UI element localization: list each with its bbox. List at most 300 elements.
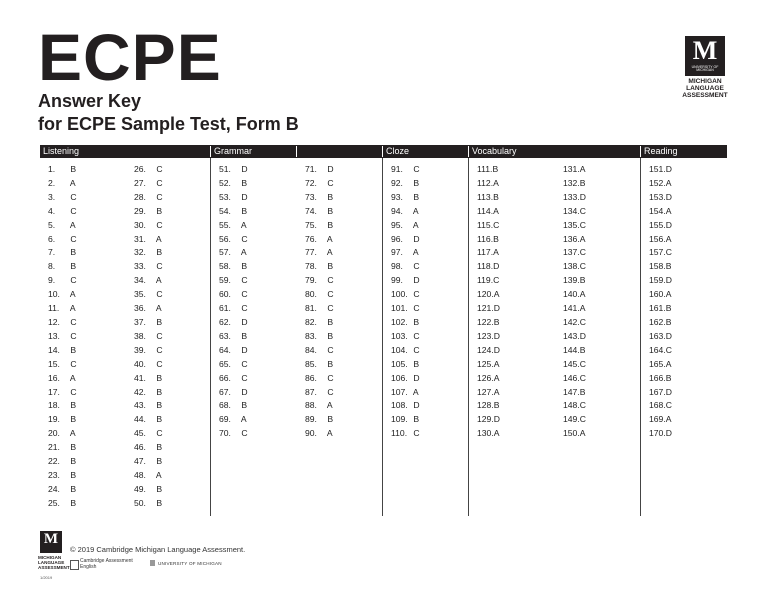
answer-item xyxy=(48,372,77,386)
answer-item xyxy=(477,399,500,413)
answer-letter: C xyxy=(68,205,77,216)
question-number: 120. xyxy=(477,289,494,300)
answer-letter: B xyxy=(411,358,420,369)
answer-item xyxy=(391,358,420,372)
answer-letter: A xyxy=(239,247,247,258)
answer-item xyxy=(134,274,163,288)
question-number: 86. xyxy=(305,372,317,383)
answer-item xyxy=(563,427,586,441)
answer-letter: C xyxy=(239,358,248,369)
question-number: 6. xyxy=(48,233,56,244)
answer-item xyxy=(477,358,500,372)
answer-item xyxy=(48,344,77,358)
answer-letter: B xyxy=(493,233,499,244)
question-number: 133. xyxy=(563,191,580,202)
logo-word-3: ASSESSMENT xyxy=(682,91,728,99)
answer-letter: B xyxy=(579,344,586,355)
answer-letter: B xyxy=(665,303,672,314)
answer-letter: B xyxy=(154,442,163,453)
answer-item xyxy=(219,205,248,219)
question-number: 114. xyxy=(477,205,494,216)
question-number: 154. xyxy=(649,205,666,216)
answer-item xyxy=(649,344,672,358)
cambridge-shield-icon xyxy=(70,560,79,570)
question-number: 107. xyxy=(391,386,408,397)
answer-item xyxy=(134,316,163,330)
question-number: 132. xyxy=(563,177,580,188)
question-number: 113. xyxy=(477,191,494,202)
question-number: 161. xyxy=(649,303,666,314)
answer-item xyxy=(48,330,77,344)
answer-item xyxy=(134,399,163,413)
answer-letter: D xyxy=(325,164,334,174)
answer-item xyxy=(563,316,586,330)
question-number: 31. xyxy=(134,233,146,244)
answer-letter: A xyxy=(154,275,162,286)
answer-item xyxy=(48,427,77,441)
question-number: 53. xyxy=(219,191,231,202)
answer-letter: A xyxy=(154,469,162,480)
answer-letter: C xyxy=(239,233,248,244)
question-number: 82. xyxy=(305,316,317,327)
answer-letter: B xyxy=(325,219,334,230)
answer-item xyxy=(48,497,77,511)
question-number: 129. xyxy=(477,414,494,425)
question-number: 124. xyxy=(477,344,494,355)
answer-letter: A xyxy=(493,358,500,369)
answer-letter: B xyxy=(411,191,420,202)
answer-item xyxy=(477,219,500,233)
answer-letter: A xyxy=(411,247,419,258)
question-number: 46. xyxy=(134,442,146,453)
question-number: 95. xyxy=(391,219,403,230)
answer-letter: A xyxy=(579,164,586,174)
answer-item xyxy=(305,358,334,372)
answer-item xyxy=(48,302,77,316)
answer-item xyxy=(219,302,248,316)
question-number: 26. xyxy=(134,164,146,174)
answer-item xyxy=(477,330,500,344)
answer-letter: C xyxy=(154,177,163,188)
subtitle-line-2: for ECPE Sample Test, Form B xyxy=(38,114,299,134)
answer-item xyxy=(48,469,77,483)
question-number: 109. xyxy=(391,414,408,425)
answer-letter: A xyxy=(411,386,419,397)
answer-item xyxy=(477,372,500,386)
answer-letter: B xyxy=(579,177,586,188)
question-number: 89. xyxy=(305,414,317,425)
question-number: 139. xyxy=(563,275,580,286)
answer-item xyxy=(48,219,77,233)
answer-item xyxy=(48,246,77,260)
answer-letter: B xyxy=(154,205,163,216)
page-title: ECPE xyxy=(38,20,222,94)
answer-letter: A xyxy=(493,247,499,258)
answer-item xyxy=(563,205,586,219)
answer-letter: C xyxy=(411,289,420,300)
question-number: 138. xyxy=(563,261,580,272)
question-number: 125. xyxy=(477,358,494,369)
answer-letter: B xyxy=(325,330,334,341)
question-number: 116. xyxy=(477,233,494,244)
answer-item xyxy=(305,316,334,330)
question-number: 85. xyxy=(305,358,317,369)
answer-item xyxy=(477,191,500,205)
answer-item xyxy=(649,358,672,372)
michigan-language-assessment-logo xyxy=(681,36,729,100)
answer-item xyxy=(134,483,163,497)
question-number: 115. xyxy=(477,219,494,230)
question-number: 61. xyxy=(219,303,231,314)
answer-item xyxy=(134,233,163,247)
answer-item xyxy=(219,219,248,233)
question-number: 123. xyxy=(477,330,494,341)
question-number: 9. xyxy=(48,275,56,286)
answer-letter: C xyxy=(154,330,163,341)
question-number: 23. xyxy=(48,469,60,480)
answer-item xyxy=(563,413,586,427)
answer-item xyxy=(134,288,163,302)
answer-letter: C xyxy=(68,191,77,202)
answer-letter: B xyxy=(239,205,248,216)
question-number: 64. xyxy=(219,344,231,355)
answer-letter: D xyxy=(665,386,672,397)
answer-letter: D xyxy=(239,386,248,397)
question-number: 39. xyxy=(134,344,146,355)
answer-letter: B xyxy=(325,261,334,272)
answer-item xyxy=(219,413,248,427)
answer-letter: B xyxy=(579,275,586,286)
answer-letter: B xyxy=(239,261,248,272)
question-number: 118. xyxy=(477,261,494,272)
answer-item xyxy=(477,274,500,288)
answer-item xyxy=(48,316,77,330)
answer-item xyxy=(391,372,420,386)
answer-letter: B xyxy=(68,497,77,508)
answer-letter: C xyxy=(154,261,163,272)
answer-item xyxy=(477,344,500,358)
answer-item xyxy=(563,219,586,233)
footer-logo-letter: M xyxy=(43,531,59,547)
question-number: 170. xyxy=(649,428,666,439)
question-number: 75. xyxy=(305,219,317,230)
answer-item xyxy=(219,386,248,400)
answer-letter: C xyxy=(325,177,334,188)
question-number: 117. xyxy=(477,247,494,258)
answer-item xyxy=(649,163,672,177)
answer-letter: D xyxy=(239,191,248,202)
question-number: 150. xyxy=(563,428,580,439)
answer-item xyxy=(219,330,248,344)
answer-item xyxy=(134,330,163,344)
answer-letter: B xyxy=(665,316,672,327)
answer-item xyxy=(563,344,586,358)
answer-letter: C xyxy=(239,372,248,383)
question-number: 159. xyxy=(649,275,666,286)
question-number: 48. xyxy=(134,469,146,480)
question-number: 81. xyxy=(305,303,317,314)
answer-item xyxy=(649,302,672,316)
question-number: 101. xyxy=(391,303,408,314)
question-number: 4. xyxy=(48,205,56,216)
answer-letter: B xyxy=(325,316,334,327)
section-label-vocabulary: Vocabulary xyxy=(472,146,517,156)
question-number: 68. xyxy=(219,400,231,411)
answer-item xyxy=(305,219,334,233)
question-number: 108. xyxy=(391,400,408,411)
answer-item xyxy=(649,260,672,274)
answer-letter: D xyxy=(665,164,672,174)
answer-item xyxy=(305,330,334,344)
question-number: 29. xyxy=(134,205,146,216)
answer-item xyxy=(477,260,500,274)
answer-item xyxy=(391,413,420,427)
question-number: 66. xyxy=(219,372,231,383)
question-number: 35. xyxy=(134,289,146,300)
answer-letter: B xyxy=(239,330,248,341)
answer-item xyxy=(219,344,248,358)
answer-letter: C xyxy=(68,316,77,327)
question-number: 28. xyxy=(134,191,146,202)
answer-item xyxy=(563,399,586,413)
question-number: 119. xyxy=(477,275,494,286)
answer-letter: B xyxy=(325,191,334,202)
answer-letter: C xyxy=(579,261,586,272)
answer-item xyxy=(391,246,420,260)
question-number: 42. xyxy=(134,386,146,397)
answer-item xyxy=(219,274,248,288)
answer-item xyxy=(48,260,77,274)
answer-item xyxy=(391,205,420,219)
question-number: 41. xyxy=(134,372,146,383)
answer-letter: B xyxy=(154,247,163,258)
answer-letter: C xyxy=(579,205,586,216)
question-number: 80. xyxy=(305,289,317,300)
subtitle-line-1: Answer Key xyxy=(38,91,142,111)
answer-letter: B xyxy=(411,414,420,425)
footer-logo-word-2: LANGUAGE xyxy=(38,559,65,565)
answer-item xyxy=(48,163,77,177)
answer-column xyxy=(48,163,77,511)
question-number: 15. xyxy=(48,358,60,369)
question-number: 77. xyxy=(305,247,317,258)
answer-item xyxy=(305,288,334,302)
answer-item xyxy=(563,260,586,274)
answer-column xyxy=(219,163,248,441)
answer-item xyxy=(305,399,334,413)
logo-word-2: LANGUAGE xyxy=(686,84,724,92)
answer-item xyxy=(477,177,500,191)
answer-letter: A xyxy=(239,414,247,425)
answer-item xyxy=(48,413,77,427)
answer-letter: C xyxy=(325,372,334,383)
cambridge-line-2: English xyxy=(80,563,97,570)
answer-item xyxy=(649,386,672,400)
question-number: 152. xyxy=(649,177,666,188)
answer-item xyxy=(305,302,334,316)
answer-item xyxy=(649,233,672,247)
question-number: 99. xyxy=(391,275,403,286)
answer-letter: C xyxy=(325,344,334,355)
question-number: 104. xyxy=(391,344,408,355)
question-number: 13. xyxy=(48,330,60,341)
question-number: 33. xyxy=(134,261,146,272)
question-number: 25. xyxy=(48,497,60,508)
answer-item xyxy=(563,288,586,302)
answer-letter: A xyxy=(154,303,162,314)
answer-letter: A xyxy=(239,219,247,230)
answer-letter: A xyxy=(68,177,76,188)
answer-letter: D xyxy=(665,330,672,341)
question-number: 17. xyxy=(48,386,60,397)
question-number: 135. xyxy=(563,219,580,230)
answer-letter: B xyxy=(325,414,334,425)
answer-letter: C xyxy=(325,289,334,300)
answer-letter: B xyxy=(239,400,248,411)
answer-item xyxy=(48,358,77,372)
answer-item xyxy=(134,469,163,483)
question-number: 127. xyxy=(477,386,494,397)
answer-item xyxy=(134,302,163,316)
question-number: 143. xyxy=(563,330,580,341)
question-number: 106. xyxy=(391,372,408,383)
question-number: 49. xyxy=(134,483,146,494)
answer-letter: B xyxy=(154,386,163,397)
question-number: 100. xyxy=(391,289,408,300)
question-number: 51. xyxy=(219,164,231,174)
answer-item xyxy=(391,288,420,302)
answer-letter: A xyxy=(665,289,672,300)
question-number: 36. xyxy=(134,303,146,314)
answer-letter: B xyxy=(68,456,77,467)
answer-item xyxy=(219,316,248,330)
answer-letter: D xyxy=(665,219,672,230)
answer-letter: C xyxy=(154,191,163,202)
answer-letter: B xyxy=(154,400,163,411)
column-divider xyxy=(382,158,383,516)
answer-letter: A xyxy=(68,289,76,300)
header-divider xyxy=(296,146,297,157)
answer-letter: B xyxy=(68,247,77,258)
answer-letter: C xyxy=(154,164,163,174)
copyright-text: © 2019 Cambridge Michigan Language Assessment. xyxy=(70,545,246,554)
answer-column xyxy=(477,163,500,441)
question-number: 30. xyxy=(134,219,146,230)
answer-item xyxy=(305,177,334,191)
answer-letter: D xyxy=(239,164,248,174)
answer-item xyxy=(391,386,420,400)
answer-letter: D xyxy=(239,316,248,327)
answer-item xyxy=(305,372,334,386)
answer-letter: B xyxy=(68,164,77,174)
answer-letter: B xyxy=(68,414,77,425)
answer-letter: A xyxy=(411,219,419,230)
answer-letter: A xyxy=(493,386,500,397)
question-number: 50. xyxy=(134,497,146,508)
answer-letter: C xyxy=(493,219,500,230)
answer-item xyxy=(48,177,77,191)
answer-letter: D xyxy=(665,428,672,439)
question-number: 90. xyxy=(305,428,317,439)
question-number: 137. xyxy=(563,247,580,258)
answer-item xyxy=(649,191,672,205)
question-number: 128. xyxy=(477,400,494,411)
question-number: 40. xyxy=(134,358,146,369)
answer-letter: C xyxy=(411,261,420,272)
question-number: 1. xyxy=(48,164,56,174)
header-divider xyxy=(640,146,641,157)
question-number: 105. xyxy=(391,358,408,369)
question-number: 58. xyxy=(219,261,231,272)
answer-item xyxy=(649,399,672,413)
answer-item xyxy=(391,330,420,344)
answer-item xyxy=(391,274,420,288)
question-number: 165. xyxy=(649,358,666,369)
question-number: 146. xyxy=(563,372,580,383)
answer-letter: C xyxy=(411,344,420,355)
answer-item xyxy=(305,233,334,247)
answer-column xyxy=(649,163,672,441)
answer-item xyxy=(305,246,334,260)
answer-item xyxy=(305,260,334,274)
question-number: 38. xyxy=(134,330,146,341)
logo-word-1: MICHIGAN xyxy=(688,78,722,85)
answer-item xyxy=(563,177,586,191)
question-number: 12. xyxy=(48,316,60,327)
footer-mla-wordmark xyxy=(38,556,70,570)
answer-item xyxy=(219,260,248,274)
answer-letter: A xyxy=(579,428,586,439)
answer-letter: D xyxy=(493,261,500,272)
question-number: 147. xyxy=(563,386,580,397)
answer-item xyxy=(391,302,420,316)
answer-letter: A xyxy=(325,247,333,258)
answer-item xyxy=(391,316,420,330)
answer-letter: D xyxy=(493,414,500,425)
question-number: 93. xyxy=(391,191,403,202)
question-number: 84. xyxy=(305,344,317,355)
answer-item xyxy=(563,358,586,372)
question-number: 122. xyxy=(477,316,494,327)
question-number: 110. xyxy=(391,428,408,439)
answer-item xyxy=(48,441,77,455)
question-number: 96. xyxy=(391,233,403,244)
answer-letter: A xyxy=(325,233,333,244)
answer-letter: A xyxy=(68,303,76,314)
answer-item xyxy=(391,233,420,247)
question-number: 24. xyxy=(48,483,60,494)
answer-letter: A xyxy=(665,233,672,244)
answer-letter: C xyxy=(493,275,500,286)
answer-item xyxy=(649,219,672,233)
question-number: 156. xyxy=(649,233,666,244)
answer-item xyxy=(477,205,500,219)
question-number: 83. xyxy=(305,330,317,341)
answer-item xyxy=(391,344,420,358)
answer-letter: C xyxy=(579,316,586,327)
question-number: 153. xyxy=(649,191,666,202)
answer-item xyxy=(477,233,500,247)
question-number: 8. xyxy=(48,261,56,272)
answer-item xyxy=(134,177,163,191)
answer-column xyxy=(563,163,586,441)
answer-item xyxy=(649,288,672,302)
question-number: 79. xyxy=(305,275,317,286)
question-number: 19. xyxy=(48,414,60,425)
answer-item xyxy=(48,274,77,288)
question-number: 126. xyxy=(477,372,494,383)
answer-item xyxy=(649,274,672,288)
